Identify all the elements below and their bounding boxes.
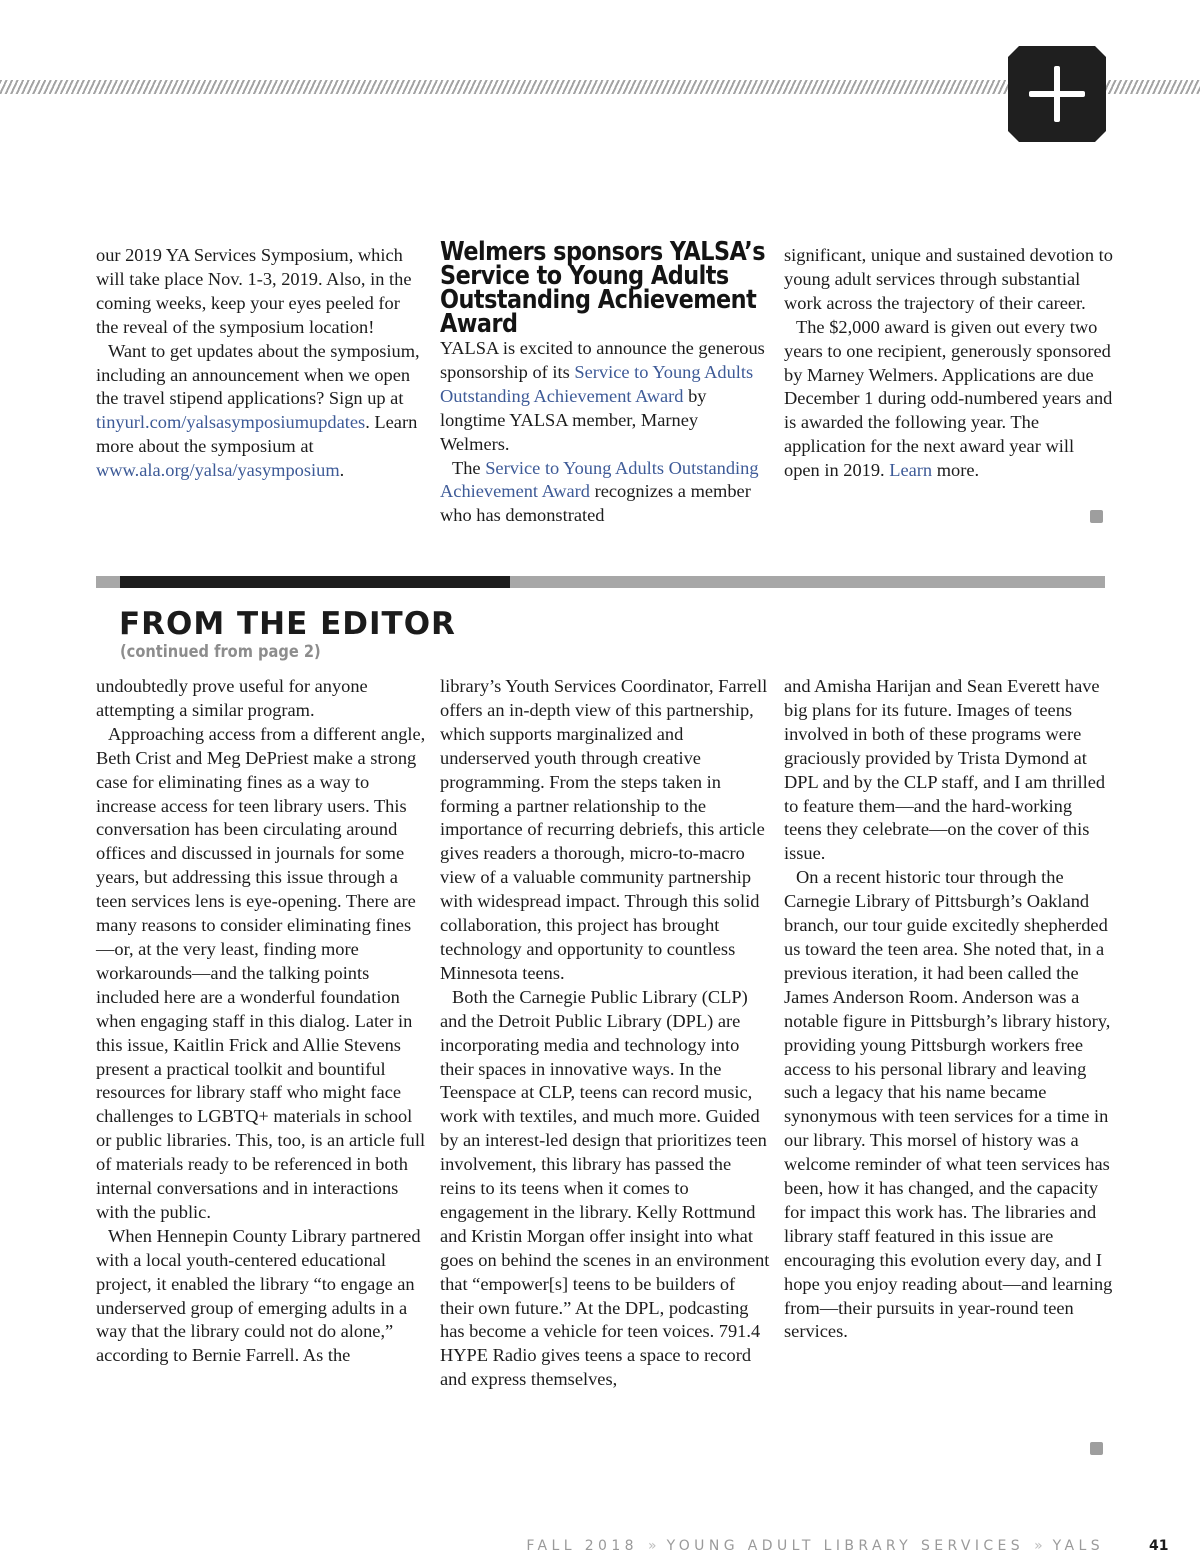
paragraph [96,340,426,483]
section-title: FROM THE EDITOR [119,606,456,642]
section-divider [120,576,510,588]
paragraph [440,457,770,529]
section-divider [96,576,120,588]
paragraph: When Hennepin County Library partnered with a local youth-centered educational project, it enabled the library “to engage an underserved group of emerging adults in a way that the library could not do alone,” according to Bernie Farrell. As the [96,1225,421,1366]
end-of-article-mark [1090,1442,1103,1455]
paragraph: library’s Youth Services Coordinator, Farrell offers an in-depth view of this partnership, which supports marginalized and underserved youth through creative programming. From the steps taken in forming a partner relationship to the importance of recurring debriefs, this article gives readers a thorough, micro-to-macro view of a valuable community partnership with widespread impact. Through this solid collaboration, this project has brought technology and opportunity to countless Minnesota teens. [440,676,768,983]
symposium-info-link[interactable]: www.ala.org/yalsa/yasymposium [96,460,340,481]
paragraph [784,316,1114,483]
text: more. [932,460,980,481]
text: YALSA is excited to announce the generous sponsorship of its [440,338,765,382]
plus-icon [1008,46,1106,142]
learn-more-link[interactable]: Learn [889,460,933,481]
editor-column-1 [96,675,426,1368]
paragraph: our 2019 YA Services Symposium, which will take place Nov. 1-3, 2019. Also, in the coming weeks, keep your eyes peeled for the reveal of the symposium location! [96,245,412,337]
editor-column-2 [440,675,770,1392]
top-column-2 [440,237,770,528]
editor-column-3 [784,675,1114,1344]
paragraph [440,337,770,457]
paragraph: significant, unique and sustained devotion to young adult services through substantial work across the trajectory of their career. [784,245,1113,313]
footer-season: FALL 2018 [526,1538,638,1554]
top-column-3 [784,244,1114,483]
paragraph: undoubtedly prove useful for anyone attempting a similar program. [96,676,368,720]
text: Want to get updates about the symposium, including an announcement when we open the travel stipend applications? Sign up at [96,340,420,409]
end-of-article-mark [1090,510,1103,523]
text: . [339,460,345,481]
footer-separator: » [1034,1538,1043,1554]
text: by longtime YALSA member, Marney Welmers. [440,385,707,454]
section-subtitle: (continued from page 2) [120,642,321,662]
paragraph: and Amisha Harijan and Sean Everett have big plans for its future. Images of teens involved in both of these programs were graciously provided by Trista Dymond at DPL and by the CLP staff, and I am thrilled to feature them—and the hard-working teens they celebrate—on the cover of this issue. [784,676,1106,864]
symposium-updates-link[interactable]: tinyurl.com/yalsasymposiumupdates [96,412,366,433]
running-footer [526,1536,1104,1556]
paragraph: Approaching access from a different angle, Beth Crist and Meg DePriest make a strong case for eliminating fines as a way to increase access for teen library users. This conversation has been circulating around offices and discussed in journals for some years, but addressing this issue through a teen services lens is eye-opening. There are many reasons to consider eliminating fines—or, at the very least, finding more workarounds—and the talking points included here are a wonderful foundation when engaging staff in this dialog. Later in this issue, Kaitlin Frick and Allie Stevens present a practical toolkit and bountiful resources for library staff who might face challenges to LGBTQ+ materials in school or public libraries. This, too, is an article full of materials ready to be referenced in both internal conversations and in interactions with the public. [96,723,426,1222]
award-link[interactable]: Service to Young Adults Outstanding Achievement Award [440,361,754,406]
paragraph: On a recent historic tour through the Carnegie Library of Pittsburgh’s Oakland branch, our tour guide excitedly shepherded us toward the teen area. She noted that, in a previous iteration, it had been called the James Anderson Room. Anderson was a notable figure in Pittsburgh’s library history, providing young Pittsburgh workers free access to his personal library and leaving such a legacy that his name became synonymous with teen services for a time in our library. This morsel of history was a welcome reminder of what teen services has been, how it has changed, and the capacity for impact this work has. The libraries and library staff featured in this issue are encouraging this evolution every day, and I hope you enjoy reading about—and learning from—their pursuits in year-round teen services. [784,867,1113,1342]
article-title: Welmers sponsors YALSA’s Service to Young Adults Outstanding Achievement Award [440,237,766,339]
footer-publication: YOUNG ADULT LIBRARY SERVICES [666,1538,1025,1554]
footer-abbrev: YALS [1052,1538,1104,1554]
award-link[interactable]: Service to Young Adults Outstanding Achievement Award [440,457,759,502]
text: . Learn more about the symposium at [96,412,418,457]
text: recognizes a member who has demonstrated [440,481,751,526]
top-column-1 [96,244,426,483]
footer-separator: » [647,1538,657,1554]
paragraph: Both the Carnegie Public Library (CLP) and the Detroit Public Library (DPL) are incorporating media and technology into their spaces in innovative ways. In the Teenspace at CLP, teens can record music, work with textiles, and much more. Guided by an interest-led design that prioritizes teen involvement, this library has passed the reins to its teens when it comes to engagement in the library. Kelly Rottmund and Kristin Morgan offer insight into what goes on behind the scenes in an environment that “empower[s] teens to be builders of their own future.” At the DPL, podcasting has become a vehicle for teen voices. 791.4 HYPE Radio gives teens a space to record and express themselves, [440,986,770,1390]
section-divider [510,576,1105,588]
text: The [452,457,486,478]
text: The $2,000 award is given out every two years to one recipient, generously sponsored by Marney Welmers. Applications are due December 1 during odd-numbered years and is awarded the following year. The application for the next award year will open in 2019. [784,316,1113,481]
page-number: 41 [1149,1538,1169,1554]
